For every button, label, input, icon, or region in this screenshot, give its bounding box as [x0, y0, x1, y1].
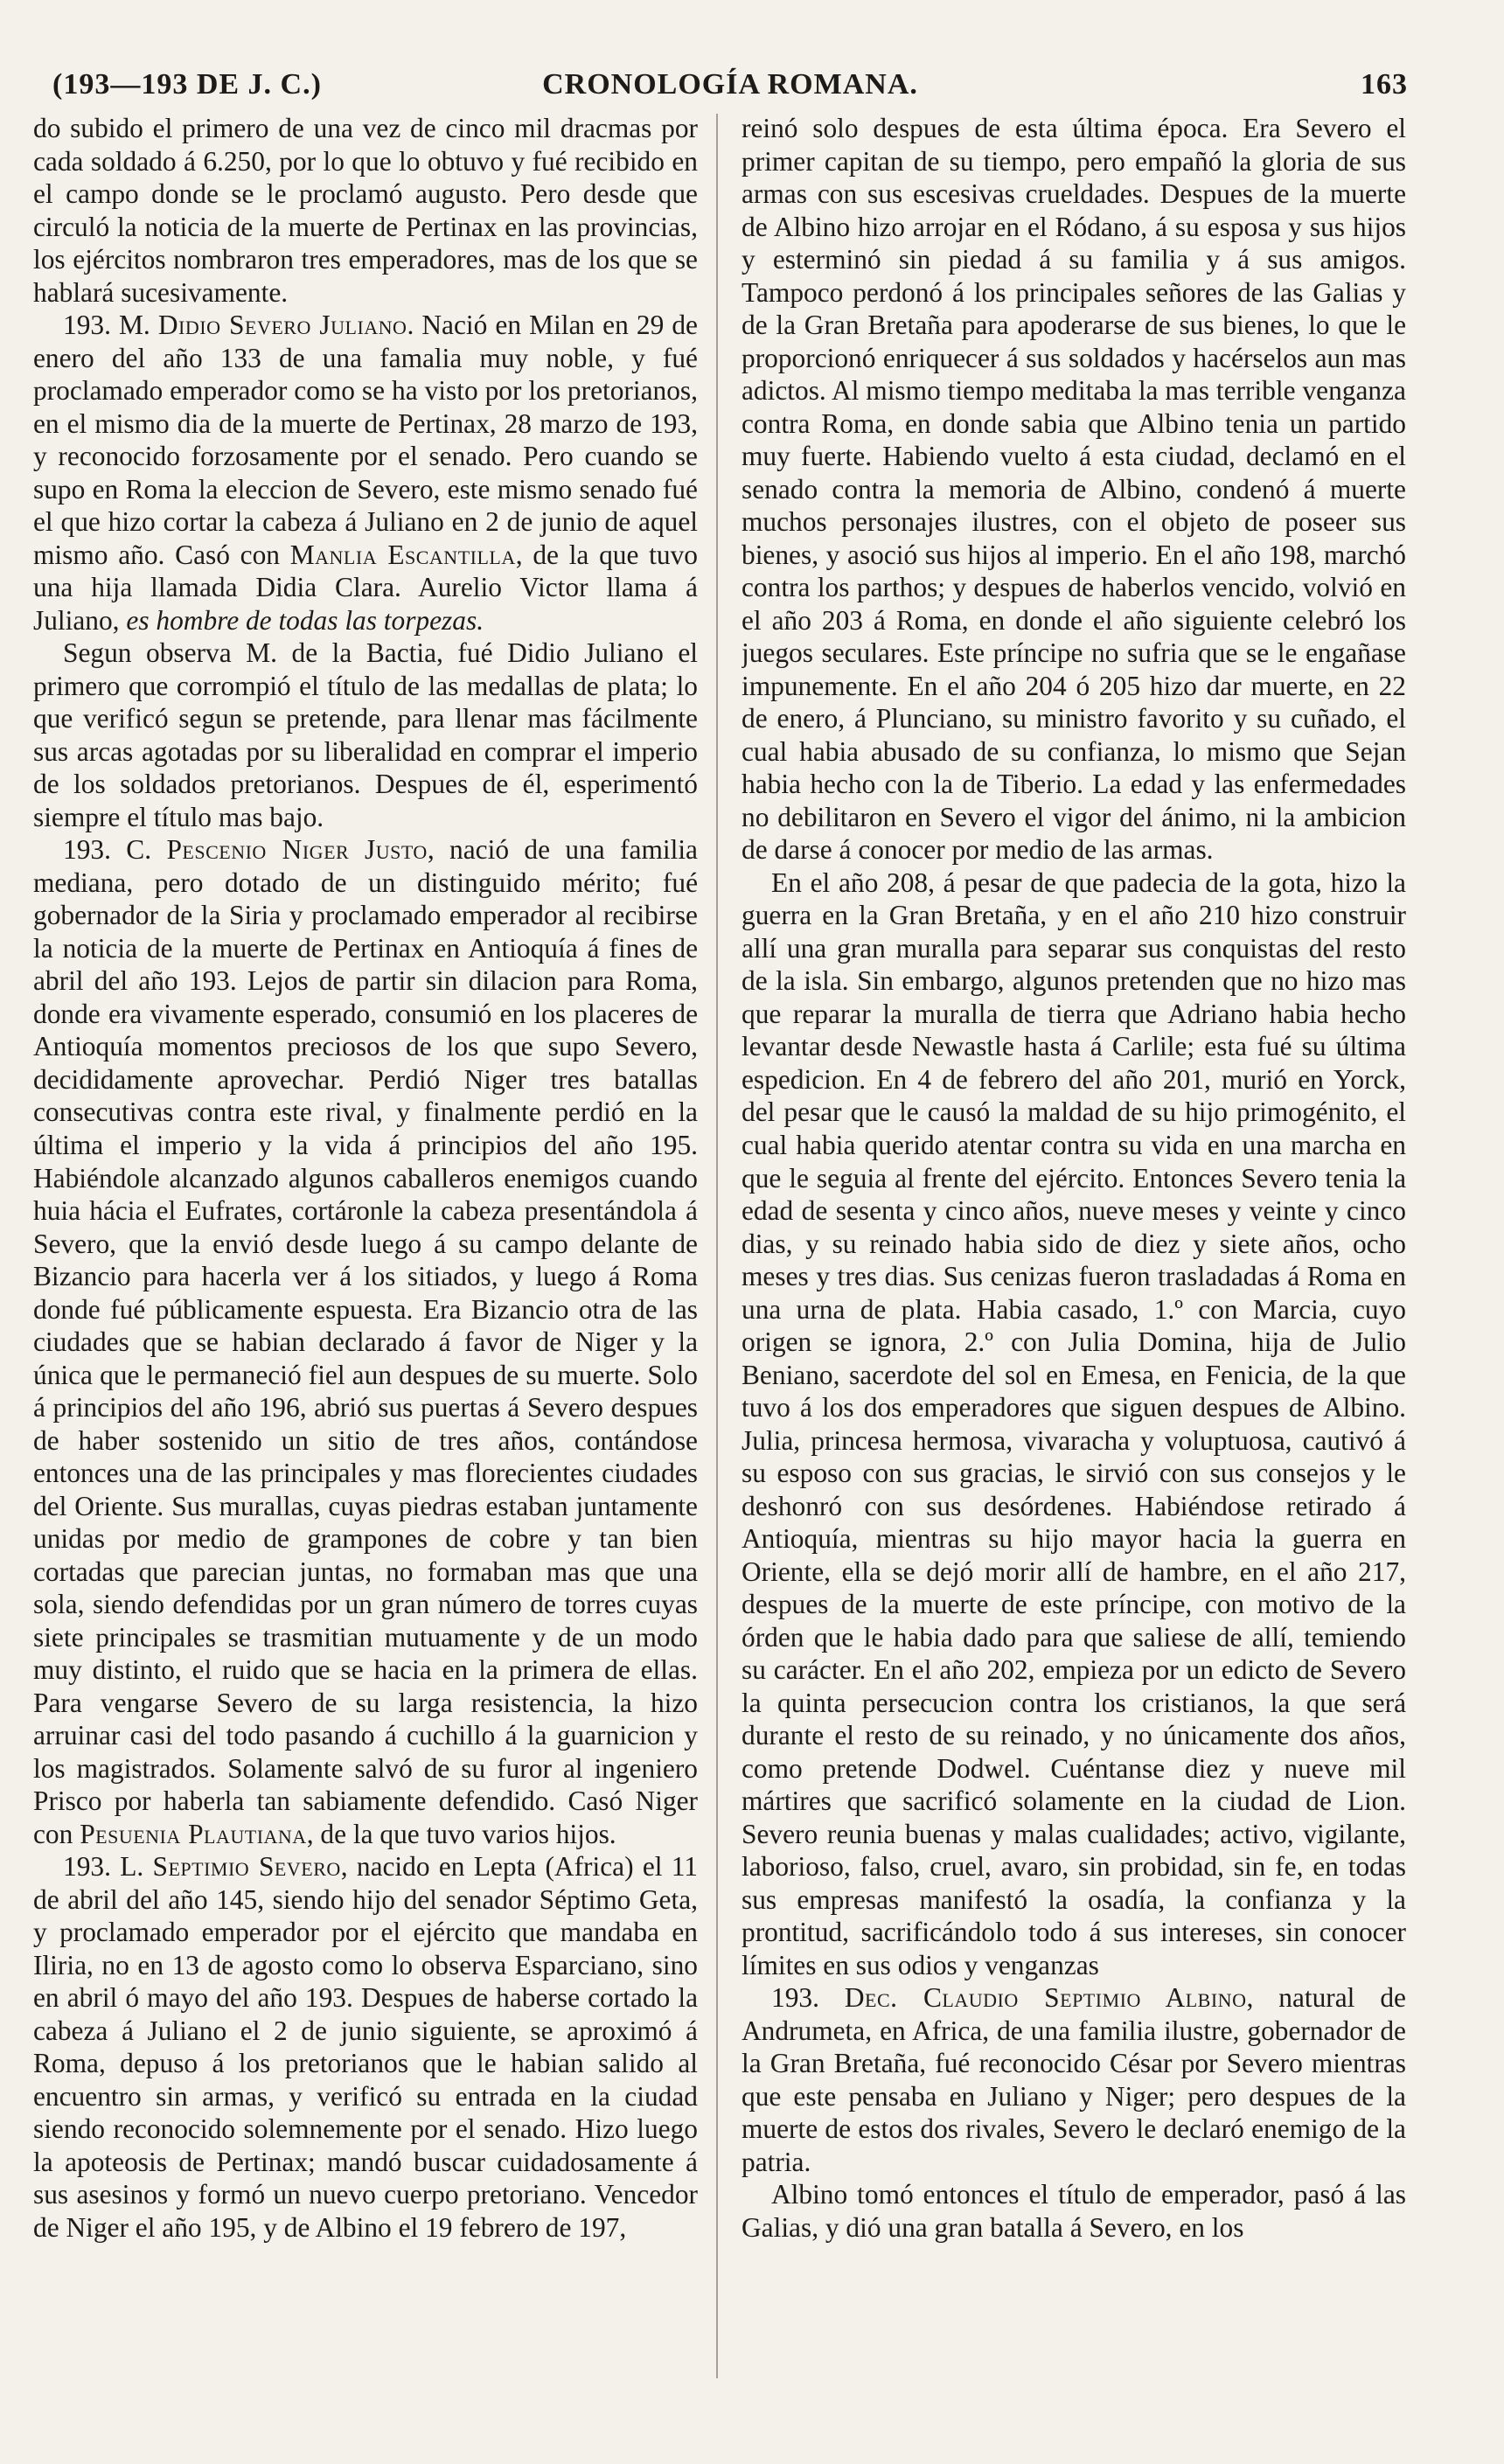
- paragraph-albino-emperador: Albino tomó entonces el título de emperador, pasó á las Galias, y dió una gran batalla á Severo, en los: [742, 2179, 1406, 2243]
- entry-body: , nacido en Lepta (Africa) el 11 de abril del año 145, siendo hijo del senador Séptimo Geta, y proclamado emperador por el ejército que mandaba en Iliria, no en 13 de agosto como lo observa Esparciano, sino en abril ó mayo del año 193. Despues de haberse cortado la cabeza á Juliano el 2 de junio siguiente, se aproximó á Roma, depuso á los pretorianos que le habian salido al encuentro sin armas, y verificó su entrada en la ciudad siendo reconocido solemnemente por el senado. Hizo luego la apoteosis de Pertinax; mandó buscar cuidadosamente á sus asesinos y formó un nuevo cuerpo pretoriano. Vencedor de Niger el año 195, y de Albino el 19 febrero de 197,: [33, 1851, 698, 2243]
- paragraph-didio-juliano: [33, 309, 698, 637]
- entry-name: Septimio Severo: [152, 1851, 341, 1883]
- entry-name: Didio Severo Juliano: [157, 310, 407, 341]
- header-title: CRONOLOGÍA ROMANA.: [542, 68, 918, 101]
- quote-italic: es hombre de todas las torpezas.: [126, 604, 484, 636]
- entry-body-cont: , de la que tuvo varios hijos.: [306, 1818, 616, 1849]
- column-rule: [716, 114, 718, 2378]
- entry-body-cont: , de la que tuvo una hija llamada Didia Clara. Aurelio Victor llama á Juliano,: [33, 539, 698, 636]
- paragraph-gran-bretana: En el año 208, á pesar de que padecia de la gota, hizo la guerra en la Gran Bretaña, y en el año 210 hizo construir allí una gran muralla para separar sus conquistas del resto de la isla. Sin embargo, algunos pretenden que no hizo mas que reparar la muralla de tierra que Adriano habia hecho levantar desde Newastle hasta á Carlile; esta fué su última espedicion. En 4 de febrero del año 201, murió en Yorck, del pesar que le causó la maldad de su hijo primogénito, el cual habia querido atentar contra su vida en una marcha en que le seguia al frente del ejército. Entonces Severo tenia la edad de sesenta y cinco años, nueve meses y veinte y cinco dias, y su reinado habia sido de diez y siete años, ocho meses y tres dias. Sus cenizas fueron trasladadas á Roma en una urna de plata. Habia casado, 1.º con Marcia, cuyo origen se ignora, 2.º con Julia Domina, hija de Julio Beniano, sacerdote del sol en Emesa, en Fenicia, de la que tuvo á los dos emperadores que siguen despues de Albino. Julia, princesa hermosa, vivaracha y voluptuosa, cautivó á su esposo con sus gracias, le sirvió con sus consejos y le deshonró con sus desórdenes. Habiéndose retirado á Antioquía, mientras su hijo mayor hacia la guerra en Oriente, ella se dejó morir allí de hambre, en el año 217, despues de la muerte de este príncipe, con motivo de la órden que le habia dado para que saliese de allí, temiendo su carácter. En el año 202, empieza por un edicto de Severo la quinta persecucion contra los cristianos, la que será durante el resto de su reinado, y no únicamente dos años, como pretende Dodwel. Cuéntanse diez y nueve mil mártires que sacrificó solamente en la ciudad de Lion. Severo reunia buenas y malas cualidades; activo, vigilante, laborioso, falso, cruel, avaro, sin probidad, sin fe, en todas sus empresas manifestó la osadía, la confianza y la prontitud, sacrificándolo todo á sus intereses, sin conocer límites en sus odios y venganzas: [742, 867, 1406, 1980]
- spouse-name: Pesuenia Plautiana: [80, 1818, 307, 1849]
- entry-body: . Nació en Milan en 29 de enero del año 133 de una famalia muy noble, y fué proclamado emperador como se ha visto por los pretorianos, en el mismo dia de la muerte de Pertinax, 28 marzo de 193, y reconocido forzosamente por el senado. Pero cuando se supo en Roma la eleccion de Severo, este mismo senado fué el que hizo cortar la cabeza á Juliano en 2 de junio de aquel mismo año. Casó con: [33, 310, 698, 570]
- header-date-range: (193—193 DE J. C.): [52, 68, 322, 101]
- entry-lead: 193. L.: [63, 1851, 144, 1883]
- paragraph-continuation: reinó solo despues de esta última época. Era Severo el primer capitan de su tiempo, pero empañó la gloria de sus armas con sus escesivas crueldades. Despues de la muerte de Albino hizo arrojar en el Ródano, á su esposa y sus hijos y esterminó sin piedad á su familia y á sus amigos. Tampoco perdonó á los principales señores de las Galias y de la Gran Bretaña para apoderarse de sus bienes, lo que le proporcionó enriquecer á sus soldados y hacérselos aun mas adictos. Al mismo tiempo meditaba la mas terrible venganza contra Roma, en donde sabia que Albino tenia un partido muy fuerte. Habiendo vuelto á esta ciudad, declamó en el senado contra la memoria de Albino, condenó á muerte muchos personajes ilustres, con el objeto de poseer sus bienes, y asoció sus hijos al imperio. En el año 198, marchó contra los parthos; y despues de haberlos vencido, volvió en el año 203 á Roma, en donde el año siguiente celebró los juegos seculares. Este príncipe no sufria que se le engañase impunemente. En el año 204 ó 205 hizo dar muerte, en 22 de enero, á Plunciano, su ministro favorito y su cuñado, el cual habia abusado de su confianza, lo mismo que Sejan habia hecho con la de Tiberio. La edad y las enfermedades no debilitaron en Severo el vigor del ánimo, ni la ambicion de darse á conocer por medio de las armas.: [742, 113, 1406, 866]
- entry-lead: 193. M.: [63, 310, 150, 341]
- left-column: [33, 112, 698, 2403]
- paragraph-medallas: Segun observa M. de la Bactia, fué Didio Juliano el primero que corrompió el título de las medallas de plata; lo que verificó segun se pretende, para llenar mas fácilmente sus arcas agotadas por su liberalidad en comprar el imperio de los soldados pretorianos. Despues de él, esperimentó siempre el título mas bajo.: [33, 637, 698, 832]
- spouse-name: Manlia Escantilla: [289, 539, 516, 570]
- entry-body: , nació de una familia mediana, pero dotado de un distinguido mérito; fué gobernador de la Siria y proclamado emperador al recibirse la noticia de la muerte de Pertinax en Antioquía á fines de abril del año 193. Lejos de partir sin dilacion para Roma, donde era vivamente esperado, consumió en los placeres de Antioquía momentos preciosos de los que supo Severo, decididamente aprovechar. Perdió Niger tres batallas consecutivas contra este rival, y finalmente perdió en la última el imperio y la vida á principios del año 195. Habiéndole alcanzado algunos caballeros enemigos cuando huia hácia el Eufrates, cortáronle la cabeza presentándola á Severo, que la envió desde luego á su campo delante de Bizancio para hacerla ver á los sitiados, y luego á Roma donde fué públicamente espuesta. Era Bizancio otra de las ciudades que se habian declarado á favor de Niger y la única que le permaneció fiel aun despues de su muerte. Solo á principios del año 196, abrió sus puertas á Severo despues de haber sostenido un sitio de tres años, contándose entonces una de las principales y mas florecientes ciudades del Oriente. Sus murallas, cuyas piedras estaban juntamente unidas por medio de grampones de cobre y tan bien cortadas que parecian juntas, no formaban mas que una sola, siendo defendidas por un gran número de torres cuyas siete principales se trasmitian mutuamente y de un modo muy distinto, el ruido que se hacia en la primera de ellas. Para vengarse Severo de su larga resistencia, la hizo arruinar casi del todo pasando á cuchillo á la guarnicion y los magistrados. Solamente salvó de su furor al ingeniero Prisco por haberla tan sabiamente defendido. Casó Niger con: [33, 834, 698, 1849]
- page-number: 163: [1361, 68, 1408, 101]
- entry-body: , natural de Andrumeta, en Africa, de una familia ilustre, gobernador de la Gran Bretaña, fué reconocido César por Severo mientras que este pensaba en Juliano y Niger; pero despues de la muerte de estos dos rivales, Severo le declaró enemigo de la patria.: [742, 1982, 1406, 2177]
- paragraph-albino: [742, 1981, 1406, 2178]
- running-head: [52, 68, 1408, 108]
- entry-lead: 193.: [771, 1982, 819, 2014]
- entry-name: Dec. Claudio Septimio Albino: [844, 1982, 1247, 2014]
- paragraph-continuation: do subido el primero de una vez de cinco mil dracmas por cada soldado á 6.250, por lo que lo obtuvo y fué recibido en el campo donde se le proclamó augusto. Pero desde que circuló la noticia de la muerte de Pertinax en las provincias, los ejércitos nombraron tres emperadores, mas de los que se hablará sucesivamente.: [33, 113, 698, 308]
- entry-name: Pescenio Niger Justo: [166, 834, 428, 866]
- right-column: [742, 112, 1406, 2403]
- paragraph-septimio-severo: [33, 1850, 698, 2244]
- entry-lead: 193. C.: [63, 834, 152, 866]
- paragraph-pescenio-niger: [33, 833, 698, 1850]
